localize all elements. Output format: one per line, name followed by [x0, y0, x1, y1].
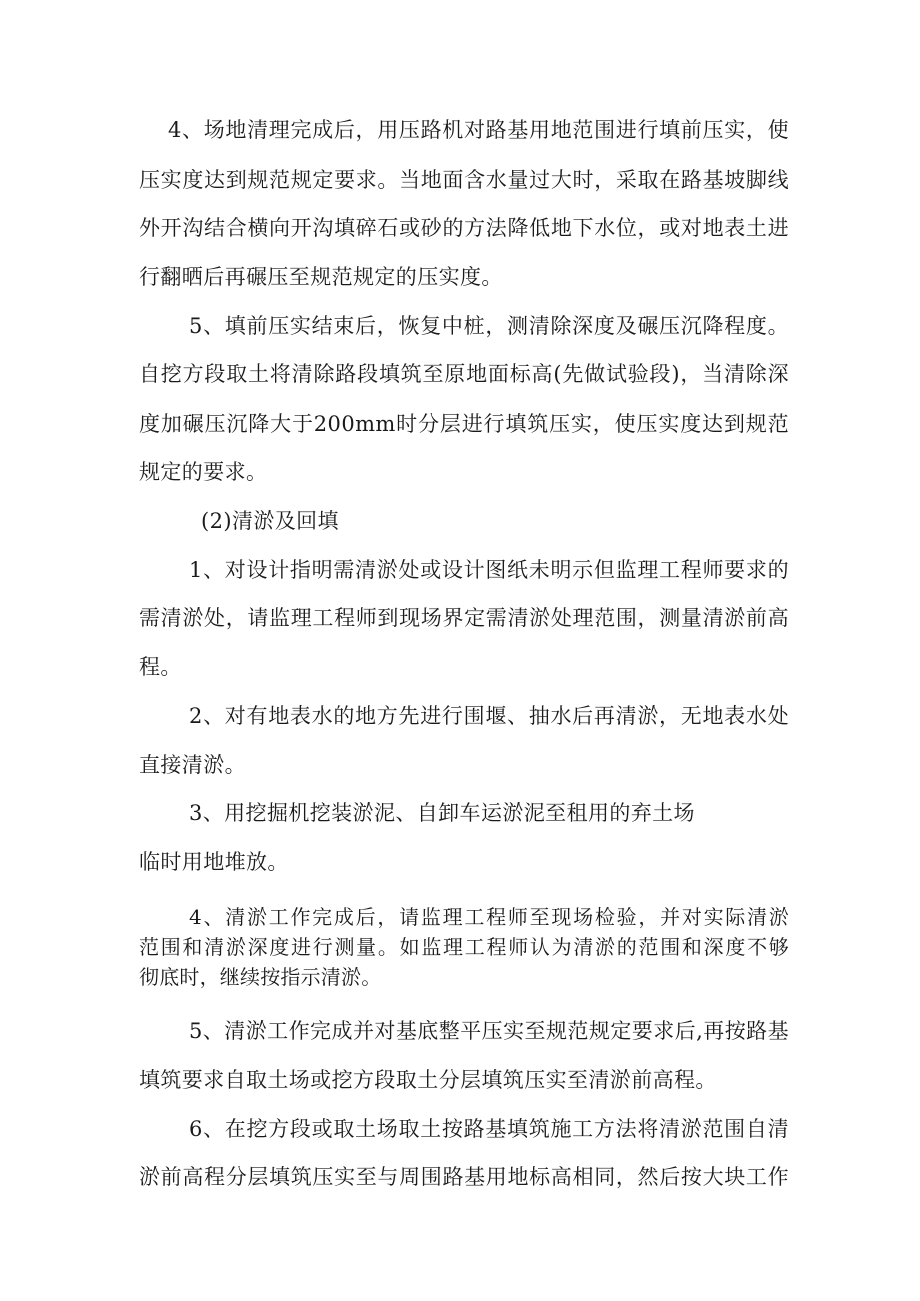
text-line: 程。: [139, 655, 182, 679]
text-line: 1、对设计指明需清淤处或设计图纸未明示但监理工程师要求的: [189, 558, 789, 582]
text-line: 填筑要求自取土场或挖方段取土分层填筑压实至清淤前高程。: [139, 1068, 717, 1092]
text-line: 5、清淤工作完成并对基底整平压实至规范规定要求后,再按路基: [189, 1019, 789, 1043]
text-line: 2、对有地表水的地方先进行围堰、抽水后再清淤，无地表水处: [189, 704, 789, 728]
text-line: 规定的要求。: [139, 460, 268, 484]
text-line: 彻底时，继续按指示清淤。: [139, 965, 382, 989]
text-line: 淤前高程分层填筑压实至与周围路基用地标高相同，然后按大块工作: [139, 1165, 789, 1189]
text-line: 范围和清淤深度进行测量。如监理工程师认为清淤的范围和深度不够: [139, 935, 789, 959]
text-line: 6、在挖方段或取土场取土按路基填筑施工方法将清淤范围自清: [189, 1117, 789, 1141]
text-line: 需清淤处，请监理工程师到现场界定需清淤处理范围，测量清淤前高: [139, 606, 789, 630]
text-line: 5、填前压实结束后，恢复中桩，测清除深度及碾压沉降程度。: [189, 314, 789, 338]
text-line: 度加碾压沉降大于200mm时分层进行填筑压实，使压实度达到规范: [139, 412, 789, 436]
text-line: 行翻晒后再碾压至规范规定的压实度。: [139, 265, 503, 289]
text-line: 4、场地清理完成后，用压路机对路基用地范围进行填前压实，使: [168, 118, 789, 142]
section-heading: (2)清淤及回填: [201, 509, 339, 533]
text-line: 4、清淤工作完成后，请监理工程师至现场检验，并对实际清淤: [189, 905, 789, 929]
text-line: 外开沟结合横向开沟填碎石或砂的方法降低地下水位，或对地表土进: [139, 216, 789, 240]
text-line: 临时用地堆放。: [139, 850, 289, 874]
text-line: 压实度达到规范规定要求。当地面含水量过大时，采取在路基坡脚线: [139, 168, 789, 192]
text-line: 3、用挖掘机挖装淤泥、自卸车运淤泥至租用的弃土场: [189, 801, 695, 825]
text-line: 自挖方段取土将清除路段填筑至原地面标高(先做试验段)，当清除深: [139, 362, 789, 386]
text-line: 直接清淤。: [139, 753, 246, 777]
